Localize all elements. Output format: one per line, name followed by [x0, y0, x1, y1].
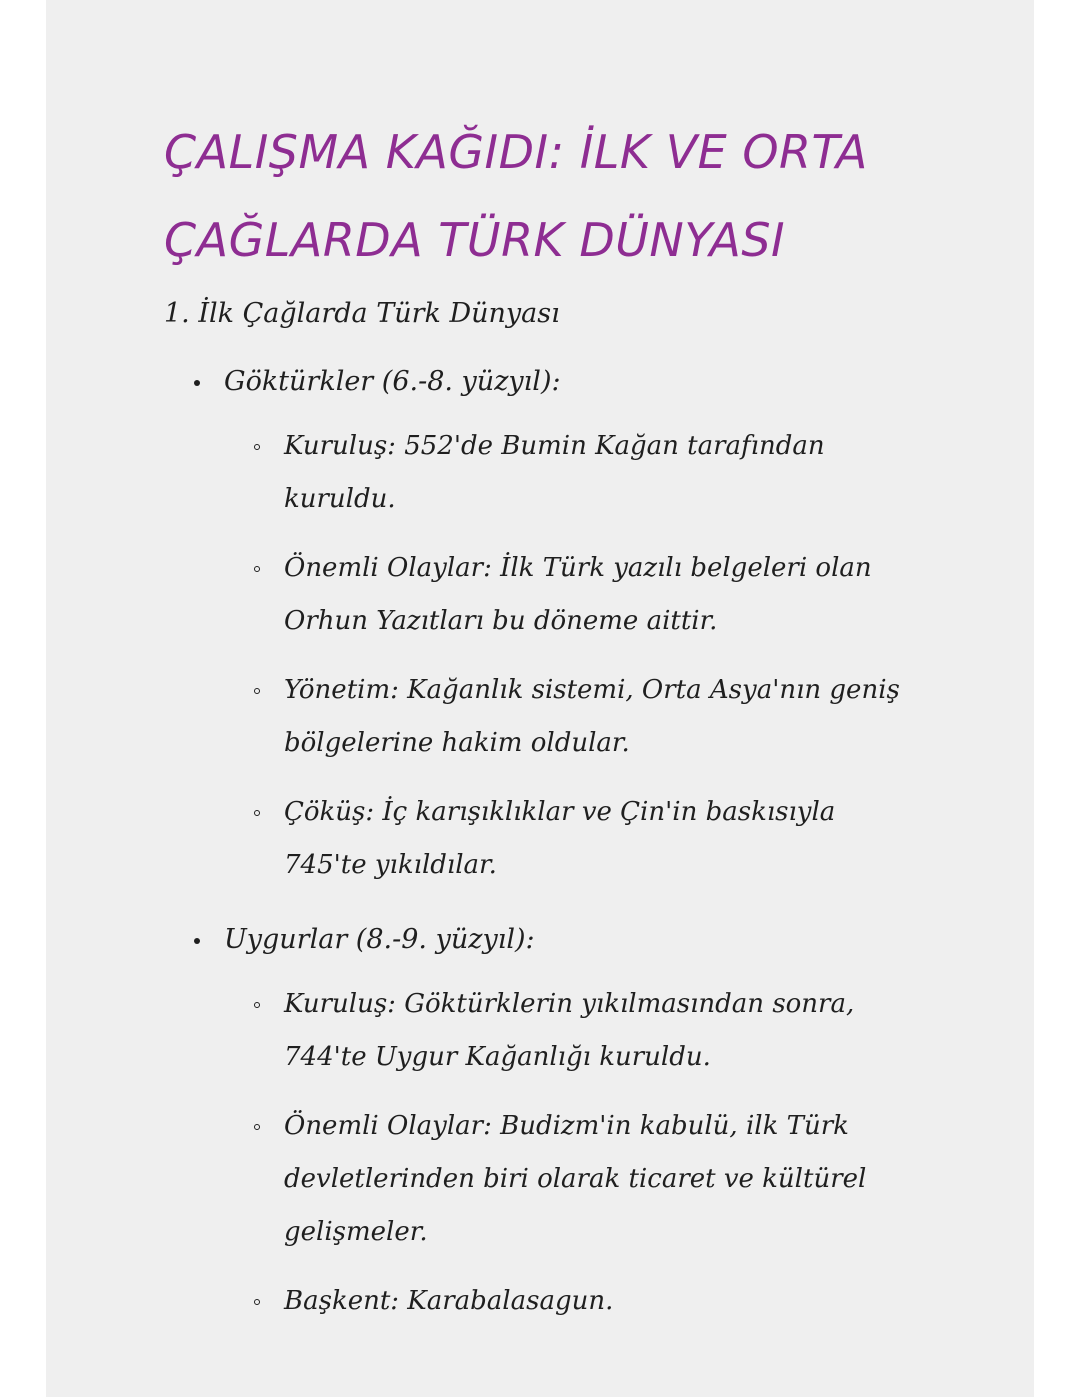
list-item — [164, 664, 924, 770]
bullet-circle-icon — [254, 1124, 260, 1130]
topic-uygurlar — [164, 920, 924, 960]
bullet-circle-icon — [254, 566, 260, 572]
list-item — [164, 420, 924, 526]
worksheet-page — [46, 0, 1034, 1397]
list-item — [164, 978, 924, 1084]
bullet-circle-icon — [254, 1299, 260, 1305]
list-item-text: Çöküş: İç karışıklıklar ve Çin'in baskısıyla 745'te yıkıldılar. — [284, 797, 836, 880]
list-item — [164, 1100, 924, 1259]
list-item — [164, 542, 924, 648]
list-item-text: Başkent: Karabalasagun. — [284, 1286, 614, 1316]
list-item — [164, 786, 924, 892]
topic-gokturkler — [164, 362, 924, 402]
title-line-1: ÇALIŞMA KAĞIDI: İLK VE ORTA — [164, 125, 868, 179]
bullet-dot-icon — [194, 938, 200, 944]
bullet-dot-icon — [194, 380, 200, 386]
list-item-text: Önemli Olaylar: Budizm'in kabulü, ilk Türk devletlerinden biri olarak ticaret ve kültürel gelişmeler. — [284, 1111, 867, 1247]
list-item-text: Önemli Olaylar: İlk Türk yazılı belgeleri olan Orhun Yazıtları bu döneme aittir. — [284, 553, 872, 636]
bullet-circle-icon — [254, 810, 260, 816]
list-item-text: Yönetim: Kağanlık sistemi, Orta Asya'nın geniş bölgelerine hakim oldular. — [284, 675, 900, 758]
bullet-circle-icon — [254, 444, 260, 450]
topic-items-uygurlar — [164, 978, 924, 1328]
list-item — [164, 1275, 924, 1328]
topic-label: Uygurlar (8.-9. yüzyıl): — [224, 924, 535, 955]
section-heading: 1. İlk Çağlarda Türk Dünyası — [164, 298, 560, 329]
bullet-circle-icon — [254, 688, 260, 694]
worksheet-title — [164, 108, 924, 284]
topic-label: Göktürkler (6.-8. yüzyıl): — [224, 366, 561, 397]
list-item-text: Kuruluş: 552'de Bumin Kağan tarafından kuruldu. — [284, 431, 825, 514]
list-item-text: Kuruluş: Göktürklerin yıkılmasından sonra, 744'te Uygur Kağanlığı kuruldu. — [284, 989, 855, 1072]
bullet-circle-icon — [254, 1002, 260, 1008]
topic-items-gokturkler — [164, 420, 924, 892]
worksheet-content — [164, 108, 924, 1344]
title-line-2: ÇAĞLARDA TÜRK DÜNYASI — [164, 213, 786, 267]
